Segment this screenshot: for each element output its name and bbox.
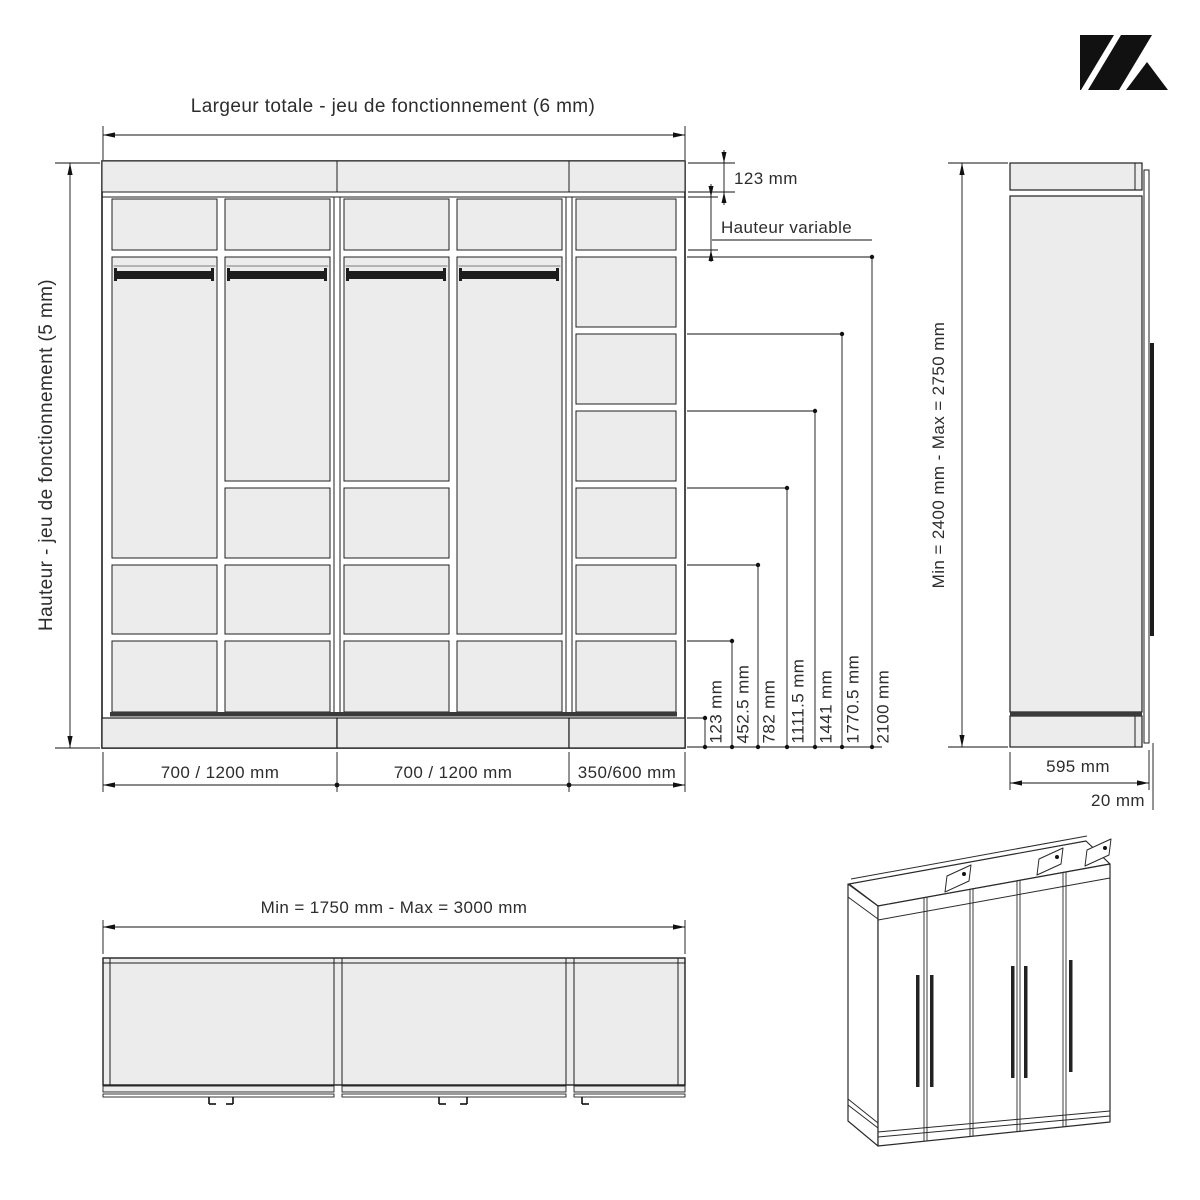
top-view-door-strip [103,1086,685,1097]
front-view [102,161,685,748]
dim-h-2100: 2100 mm [873,669,893,744]
front-height-title: Hauteur - jeu de fonctionnement (5 mm) [36,278,57,632]
dim-w-module2: 700 / 1200 mm [393,763,513,782]
bottom-width-labels [161,763,677,782]
side-height-range: Min = 2400 mm - Max = 2750 mm [929,321,948,589]
dim-h-452: 452.5 mm [733,664,753,744]
dim-h-1770: 1770.5 mm [843,654,863,744]
side-door-thickness: 20 mm [1091,791,1145,810]
front-column-a [112,257,217,712]
front-column-d [457,257,562,712]
side-door-panel [1144,170,1149,743]
dim-w-module3: 350/600 mm [577,763,677,782]
perspective-view [848,836,1111,1146]
side-bottom-rail [1010,712,1142,716]
side-view [1010,163,1154,747]
dim-top-panel: 123 mm [734,169,798,188]
top-width-range: Min = 1750 mm - Max = 3000 mm [260,898,528,917]
stepped-height-labels [707,655,893,744]
side-door-handle [1150,343,1154,636]
top-view-hinge-marks [209,1097,589,1104]
dim-w-module1: 700 / 1200 mm [160,763,280,782]
top-view-dimensions [103,920,685,954]
dim-h-1111: 1111.5 mm [788,658,808,744]
front-width-title: Largeur totale - jeu de fonctionnement (6 mm) [190,96,596,117]
front-bottom-rail [110,712,677,717]
dim-variable-height: Hauteur variable [721,218,853,237]
dim-h-1441: 1441 mm [816,669,836,744]
side-depth: 595 mm [1046,757,1110,776]
dim-h-123: 123 mm [706,679,726,744]
top-view [103,958,685,1104]
dim-h-782: 782 mm [759,679,779,744]
brand-logo-mark [1080,35,1168,90]
front-variable-row [112,199,676,250]
front-plinth [102,718,685,748]
front-top-panel-band [102,161,685,192]
